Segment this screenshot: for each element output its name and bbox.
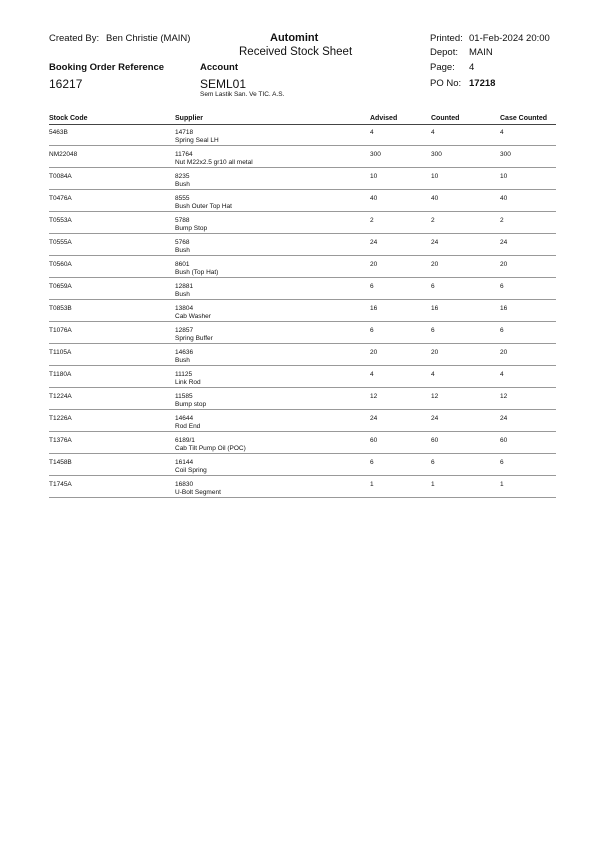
cell-advised: 6 <box>370 327 374 334</box>
cell-counted: 24 <box>431 239 439 246</box>
cell-case-counted: 60 <box>500 437 508 444</box>
cell-counted: 300 <box>431 151 442 158</box>
cell-case-counted: 1 <box>500 481 504 488</box>
depot-label: Depot: <box>430 47 458 58</box>
printed-value: 01-Feb-2024 20:00 <box>469 33 550 44</box>
table-row <box>0 256 595 278</box>
cell-advised: 6 <box>370 459 374 466</box>
depot-value: MAIN <box>469 47 493 58</box>
cell-description: Bush Outer Top Hat <box>175 203 232 210</box>
cell-case-counted: 12 <box>500 393 508 400</box>
cell-counted: 24 <box>431 415 439 422</box>
cell-counted: 12 <box>431 393 439 400</box>
cell-counted: 20 <box>431 349 439 356</box>
cell-advised: 20 <box>370 261 378 268</box>
cell-stock-code: T1105A <box>49 349 72 356</box>
cell-case-counted: 24 <box>500 415 508 422</box>
stock-table-body <box>0 124 595 498</box>
cell-supplier: 14636 <box>175 349 194 356</box>
cell-description: Link Rod <box>175 379 201 386</box>
row-rule <box>49 497 556 498</box>
cell-counted: 10 <box>431 173 439 180</box>
cell-stock-code: T1376A <box>49 437 72 444</box>
cell-description: Bush <box>175 181 190 188</box>
table-row <box>0 146 595 168</box>
cell-supplier: 6189/1 <box>175 437 195 444</box>
cell-stock-code: T1224A <box>49 393 72 400</box>
cell-stock-code: T0084A <box>49 173 72 180</box>
col-header-counted: Counted <box>431 115 460 122</box>
cell-description: Spring Seal LH <box>175 137 219 144</box>
cell-description: Rod End <box>175 423 201 430</box>
cell-supplier: 5768 <box>175 239 190 246</box>
table-row <box>0 344 595 366</box>
table-row <box>0 476 595 498</box>
cell-advised: 12 <box>370 393 378 400</box>
cell-description: Cab Washer <box>175 313 211 320</box>
cell-description: Bump Stop <box>175 225 208 232</box>
cell-advised: 2 <box>370 217 374 224</box>
cell-counted: 40 <box>431 195 439 202</box>
po-label: PO No: <box>430 78 462 89</box>
cell-case-counted: 16 <box>500 305 508 312</box>
cell-description: Nut M22x2.5 gr10 all metal <box>175 159 253 166</box>
table-row <box>0 410 595 432</box>
cell-advised: 24 <box>370 239 378 246</box>
cell-case-counted: 4 <box>500 129 504 136</box>
cell-case-counted: 6 <box>500 459 504 466</box>
col-header-case-counted: Case Counted <box>500 115 548 122</box>
cell-description: Cab Tilt Pump Oil (POC) <box>175 445 246 452</box>
cell-stock-code: T1458B <box>49 459 72 466</box>
cell-case-counted: 40 <box>500 195 508 202</box>
cell-counted: 2 <box>431 217 435 224</box>
col-header-supplier: Supplier <box>175 115 204 122</box>
cell-case-counted: 10 <box>500 173 508 180</box>
cell-stock-code: T0560A <box>49 261 72 268</box>
cell-counted: 6 <box>431 459 435 466</box>
table-row <box>0 432 595 454</box>
cell-supplier: 8601 <box>175 261 190 268</box>
booking-order-label: Booking Order Reference <box>49 62 165 73</box>
cell-stock-code: T0555A <box>49 239 72 246</box>
cell-supplier: 5788 <box>175 217 190 224</box>
cell-stock-code: T1745A <box>49 481 72 488</box>
table-row <box>0 124 595 146</box>
table-row <box>0 322 595 344</box>
account-name: Sem Lastik San. Ve TIC. A.S. <box>200 91 285 98</box>
cell-supplier: 12857 <box>175 327 194 334</box>
created-by-value: Ben Christie (MAIN) <box>106 33 191 44</box>
page-value: 4 <box>469 62 475 73</box>
page-label: Page: <box>430 62 455 73</box>
account-code: SEML01 <box>200 77 247 91</box>
table-row <box>0 278 595 300</box>
cell-case-counted: 300 <box>500 151 511 158</box>
cell-stock-code: T0659A <box>49 283 72 290</box>
cell-description: Coil Spring <box>175 467 207 474</box>
cell-supplier: 8235 <box>175 173 190 180</box>
table-row <box>0 454 595 476</box>
cell-counted: 4 <box>431 129 435 136</box>
cell-stock-code: T0476A <box>49 195 72 202</box>
cell-case-counted: 6 <box>500 283 504 290</box>
cell-stock-code: T1180A <box>49 371 72 378</box>
cell-advised: 10 <box>370 173 378 180</box>
cell-case-counted: 24 <box>500 239 508 246</box>
cell-case-counted: 6 <box>500 327 504 334</box>
cell-supplier: 14718 <box>175 129 194 136</box>
cell-description: U-Bolt Segment <box>175 489 221 496</box>
cell-description: Spring Buffer <box>175 335 213 342</box>
cell-advised: 24 <box>370 415 378 422</box>
cell-supplier: 16144 <box>175 459 194 466</box>
cell-stock-code: T1226A <box>49 415 72 422</box>
table-row <box>0 168 595 190</box>
cell-advised: 16 <box>370 305 378 312</box>
printed-label: Printed: <box>430 33 463 44</box>
cell-description: Bush <box>175 291 190 298</box>
col-header-advised: Advised <box>370 115 398 122</box>
cell-supplier: 16830 <box>175 481 194 488</box>
cell-description: Bump stop <box>175 401 207 408</box>
cell-counted: 1 <box>431 481 435 488</box>
cell-stock-code: T1076A <box>49 327 72 334</box>
cell-advised: 1 <box>370 481 374 488</box>
cell-advised: 300 <box>370 151 381 158</box>
cell-advised: 20 <box>370 349 378 356</box>
created-by-label: Created By: <box>49 33 100 44</box>
cell-advised: 6 <box>370 283 374 290</box>
cell-case-counted: 4 <box>500 371 504 378</box>
cell-advised: 4 <box>370 371 374 378</box>
cell-case-counted: 2 <box>500 217 504 224</box>
cell-counted: 4 <box>431 371 435 378</box>
cell-supplier: 13804 <box>175 305 194 312</box>
cell-supplier: 11125 <box>175 371 193 378</box>
cell-supplier: 11585 <box>175 393 193 400</box>
cell-counted: 6 <box>431 283 435 290</box>
cell-description: Bush <box>175 357 190 364</box>
cell-supplier: 12881 <box>175 283 194 290</box>
col-header-stock-code: Stock Code <box>49 115 88 122</box>
cell-stock-code: NM22048 <box>49 151 78 158</box>
cell-supplier: 11764 <box>175 151 193 158</box>
po-value: 17218 <box>469 78 496 89</box>
table-row <box>0 190 595 212</box>
cell-advised: 60 <box>370 437 378 444</box>
cell-advised: 40 <box>370 195 378 202</box>
cell-counted: 20 <box>431 261 439 268</box>
table-row <box>0 212 595 234</box>
cell-advised: 4 <box>370 129 374 136</box>
cell-stock-code: 5463B <box>49 129 68 136</box>
cell-supplier: 8555 <box>175 195 190 202</box>
table-row <box>0 234 595 256</box>
booking-order-value: 16217 <box>49 77 83 91</box>
cell-description: Bush <box>175 247 190 254</box>
sheet-title: Received Stock Sheet <box>239 46 353 58</box>
cell-stock-code: T0853B <box>49 305 72 312</box>
cell-case-counted: 20 <box>500 261 508 268</box>
table-row <box>0 366 595 388</box>
cell-counted: 60 <box>431 437 439 444</box>
cell-counted: 6 <box>431 327 435 334</box>
cell-stock-code: T0553A <box>49 217 72 224</box>
company-name: Automint <box>270 32 319 44</box>
account-label: Account <box>200 62 238 73</box>
cell-counted: 16 <box>431 305 439 312</box>
cell-supplier: 14644 <box>175 415 194 422</box>
table-row <box>0 388 595 410</box>
cell-description: Bush (Top Hat) <box>175 269 219 276</box>
cell-case-counted: 20 <box>500 349 508 356</box>
table-row <box>0 300 595 322</box>
